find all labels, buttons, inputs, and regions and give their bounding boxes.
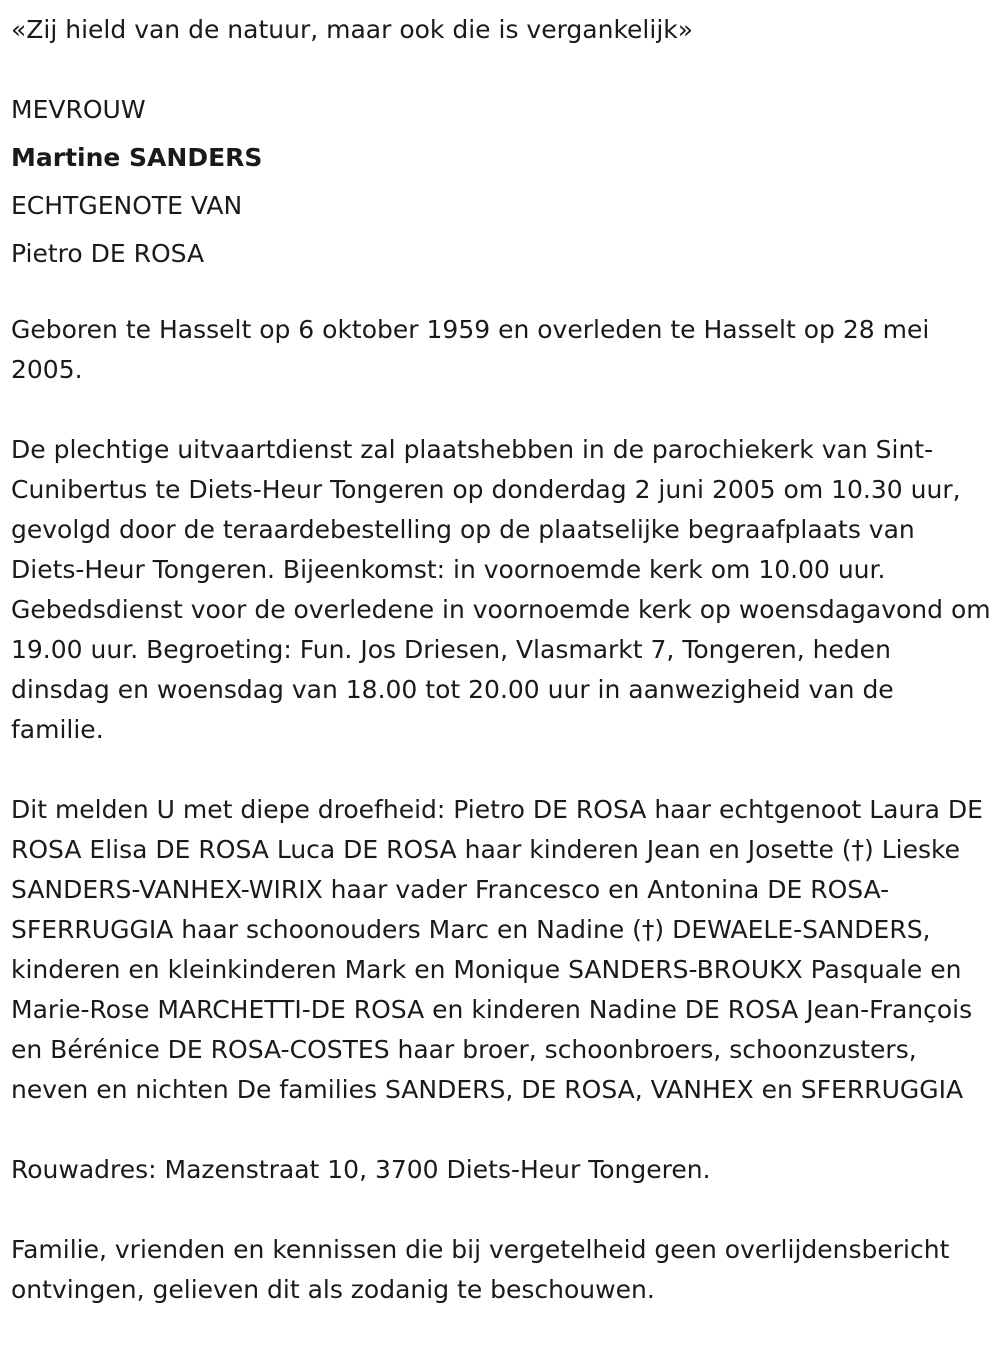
funeral-service-paragraph: De plechtige uitvaartdienst zal plaatshebben in de parochiekerk van Sint-Cunibertus te Diets-Heur Tongeren op donderdag 2 juni 2005 om 10.30 uur, gevolgd door de teraardebestelling op de plaatselijke begraafplaats van Diets-Heur Tongeren. Bijeenkomst: in voornoemde kerk om 10.00 uur. Gebedsdienst voor de overledene in voornoemde kerk op woensdagavond om 19.00 uur. Begroeting: Fun. Jos Driesen, Vlasmarkt 7, Tongeren, heden dinsdag en woensdag van 18.00 tot 20.00 uur in aanwezigheid van de familie.: [11, 435, 991, 744]
salutation: MEVROUW: [11, 95, 146, 124]
deceased-name: Martine SANDERS: [11, 143, 263, 172]
family-announcement-paragraph: Dit melden U met diepe droefheid: Pietro DE ROSA haar echtgenoot Laura DE ROSA Elisa DE ROSA Luca DE ROSA haar kinderen Jean en Josette (†) Lieske SANDERS-VANHEX-WIRIX haar vader Francesco en Antonina DE ROSA-SFERRUGGIA haar schoonouders Marc en Nadine (†) DEWAELE-SANDERS, kinderen en kleinkinderen Mark en Monique SANDERS-BROUKX Pasquale en Marie-Rose MARCHETTI-DE ROSA en kinderen Nadine DE ROSA Jean-François en Bérénice DE ROSA-COSTES haar broer, schoonbroers, schoonzusters, neven en nichten De families SANDERS, DE ROSA, VANHEX en SFERRUGGIA: [11, 795, 983, 1104]
spacer: [11, 54, 1000, 86]
memorial-quote: «Zij hield van de natuur, maar ook die is vergankelijk»: [11, 15, 694, 44]
closing-paragraph: Familie, vrienden en kennissen die bij vergetelheid geen overlijdensbericht ontvingen, gelieven dit als zodanig te beschouwen.: [11, 1235, 950, 1304]
spouse-name: Pietro DE ROSA: [11, 239, 205, 268]
spacer: [11, 278, 1000, 310]
mourning-address: Rouwadres: Mazenstraat 10, 3700 Diets-Heur Tongeren.: [11, 1155, 711, 1184]
birth-death-paragraph: Geboren te Hasselt op 6 oktober 1959 en overleden te Hasselt op 28 mei 2005.: [11, 315, 930, 384]
spacer: [11, 1110, 1000, 1150]
spacer: [11, 1190, 1000, 1230]
spacer: [11, 750, 1000, 790]
spacer: [11, 390, 1000, 430]
relation-label: ECHTGENOTE VAN: [11, 191, 243, 220]
